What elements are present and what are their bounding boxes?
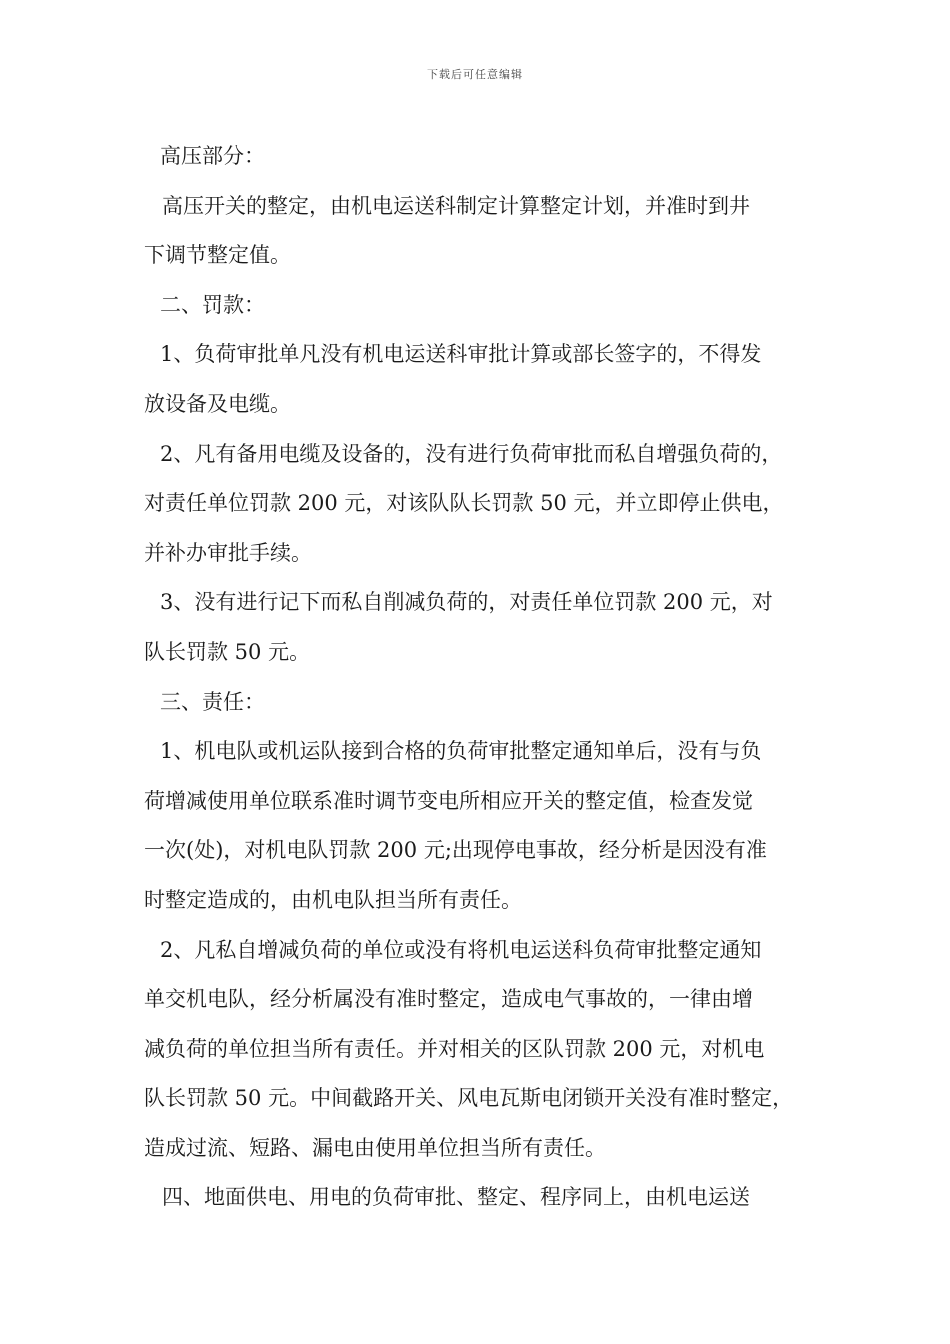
paragraph-line: 造成过流、短路、漏电由使用单位担当所有责任。 [144,1135,606,1160]
paragraph-line: 队长罚款 50 元。中间截路开关、风电瓦斯电闭锁开关没有准时整定， [144,1086,794,1111]
section-heading-fines: 二、罚款： [160,292,265,317]
paragraph-line: 队长罚款 50 元。 [144,639,311,664]
paragraph-line: 1、负荷审批单凡没有机电运送科审批计算或部长签字的，不得发 [160,342,762,367]
section-heading-ground-supply: 四、地面供电、用电的负荷审批、整定、程序同上，由机电运送 [162,1185,750,1210]
section-heading-responsibility: 三、责任： [160,689,265,714]
paragraph-line: 2、凡私自增减负荷的单位或没有将机电运送科负荷审批整定通知 [160,937,762,962]
page-header: 下载后可任意编辑 [427,68,523,81]
paragraph-line: 荷增减使用单位联系准时调节变电所相应开关的整定值，检查发觉 [144,788,753,813]
paragraph-line: 并补办审批手续。 [144,540,312,565]
paragraph-line: 时整定造成的，由机电队担当所有责任。 [144,887,522,912]
paragraph-line: 放设备及电缆。 [144,391,291,416]
paragraph-line: 3、没有进行记下而私自削减负荷的，对责任单位罚款 200 元，对 [160,590,773,615]
paragraph-line: 1、机电队或机运队接到合格的负荷审批整定通知单后，没有与负 [160,739,762,764]
paragraph-line: 高压开关的整定，由机电运送科制定计算整定计划，并准时到井 [162,193,750,218]
paragraph-line: 单交机电队，经分析属没有准时整定，造成电气事故的，一律由增 [144,987,753,1012]
paragraph-line: 对责任单位罚款 200 元，对该队队长罚款 50 元，并立即停止供电， [144,491,784,516]
paragraph-line: 下调节整定值。 [144,243,291,268]
paragraph-line: 一次(处)，对机电队罚款 200 元;出现停电事故，经分析是因没有准 [144,838,767,863]
section-heading-high-voltage: 高压部分： [160,144,265,168]
paragraph-line: 减负荷的单位担当所有责任。并对相关的区队罚款 200 元，对机电 [144,1036,765,1061]
paragraph-line: 2、凡有备用电缆及设备的，没有进行负荷审批而私自增强负荷的， [160,441,783,466]
document-body [144,132,824,1223]
